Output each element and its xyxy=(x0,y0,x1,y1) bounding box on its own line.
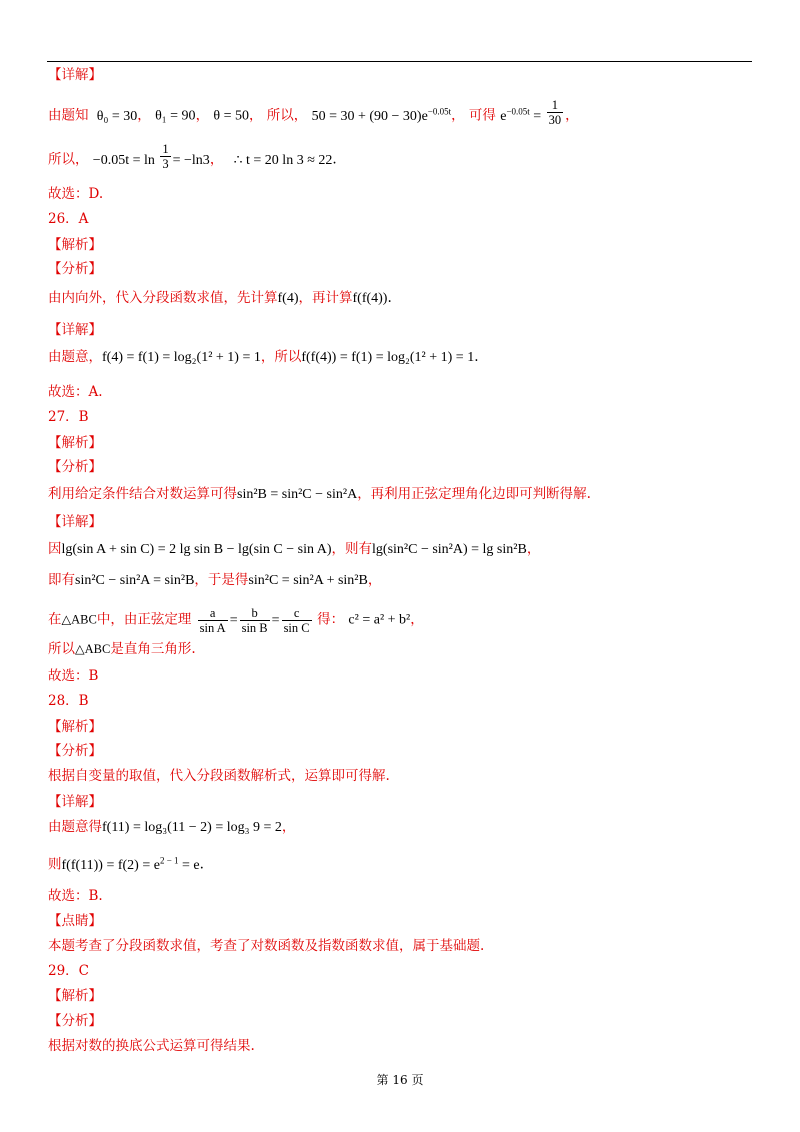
q28-comment: 本题考查了分段函数求值，考查了对数函数及指数函数求值，属于基础题. xyxy=(48,938,485,954)
equation: f(f(4)) = f(1) = log₂(1² + 1) = 1 xyxy=(301,350,475,365)
q27-detail-1: 因lg(sin A + sin C) = 2 lg sin B − lg(sin C − sin A)，则有lg(sin²C − sin²A) = lg sin²B， xyxy=(48,541,541,557)
theta1: θ₁ = 90 xyxy=(155,108,196,124)
header-rule xyxy=(47,61,752,62)
q26-analysis: 由内向外，代入分段函数求值，先计算f(4)，再计算f(f(4)). xyxy=(48,290,392,306)
q28-detail-2: 则$f(f(11)) = f(2) = e^{2 - 1} = e$. xyxy=(48,855,204,873)
equation: f(4) = f(1) = log₂(1² + 1) = 1 xyxy=(102,350,261,365)
equation: $f(f(11)) = f(2) = e^{2 - 1} = e$ xyxy=(61,855,200,873)
q27-analysis: 利用给定条件结合对数运算可得sin²B = sin²C − sin²A，再利用正弦定理角化边即可判断得解. xyxy=(48,486,591,502)
q29-analysis: 根据对数的换底公式运算可得结果. xyxy=(48,1038,255,1054)
q27-detail-2: 即有sin²C − sin²A = sin²B，于是得sin²C = sin²A + sin²B， xyxy=(48,572,382,588)
question-number: 27．B xyxy=(48,409,89,425)
label-fenxi: 【分析】 xyxy=(48,261,102,277)
theta: θ = 50 xyxy=(213,108,249,124)
label-fenxi: 【分析】 xyxy=(48,743,102,759)
label-detail: 【详解】 xyxy=(48,794,102,810)
equation: sin²C = sin²A + sin²B xyxy=(248,573,368,588)
law-of-sines: $\frac{a}{\text{sin A}}$ = $\frac{b}{\text{sin B}}$ = $\frac{c}{\text{sin C}}$ xyxy=(199,606,310,635)
equation: −0.05t = ln $\frac{1}{3}$ = −ln3 xyxy=(92,142,210,171)
answer: 故选：B. xyxy=(48,888,103,904)
equation: f(11) = log₃(11 − 2) = log₃ 9 = 2 xyxy=(102,820,282,835)
equation: $50 = 30 + (90 - 30)e^{-0.05t}$ xyxy=(311,106,452,124)
q28-detail-1: 由题意得f(11) = log₃(11 − 2) = log₃ 9 = 2， xyxy=(48,819,296,835)
label-dianjing: 【点睛】 xyxy=(48,913,102,929)
answer: 故选：B xyxy=(48,668,99,684)
label-detail: 【详解】 xyxy=(48,514,102,530)
equation: lg(sin A + sin C) = 2 lg sin B − lg(sin C − sin A) xyxy=(61,542,332,557)
label-detail: 【详解】 xyxy=(48,322,102,338)
label-jiexi: 【解析】 xyxy=(48,435,102,451)
theta0: θ₀ = 30 xyxy=(96,108,138,124)
equation: sin²B = sin²C − sin²A xyxy=(237,487,358,502)
equation: ∴ t = 20 ln 3 ≈ 22 xyxy=(233,152,333,168)
label-jiexi: 【解析】 xyxy=(48,719,102,735)
equation: $e^{-0.05t}$ = $\frac{1}{30}$ xyxy=(500,97,562,127)
equation: lg(sin²C − sin²A) = lg sin²B xyxy=(372,542,527,557)
label-jiexi: 【解析】 xyxy=(48,988,102,1004)
question-number: 29．C xyxy=(48,963,90,979)
label-detail: 【详解】 xyxy=(48,67,102,83)
equation: c² = a² + b² xyxy=(348,612,411,628)
q28-analysis: 根据自变量的取值，代入分段函数解析式，运算即可得解. xyxy=(48,768,390,784)
label-jiexi: 【解析】 xyxy=(48,237,102,253)
label-fenxi: 【分析】 xyxy=(48,459,102,475)
page-number: 第 16 页 xyxy=(376,1073,424,1087)
q25-detail-line-2: 所以， −0.05t = ln $\frac{1}{3}$ = −ln3， ∴ t = 20 ln 3 ≈ 22. xyxy=(48,142,337,171)
equation: f(4) xyxy=(277,291,299,306)
equation: sin²C − sin²A = sin²B xyxy=(75,573,195,588)
q25-detail-line-1: 由题知 θ₀ = 30， θ₁ = 90， θ = 50， 所以， $50 = 30 + (90 - 30)e^{-0.05t}$， 可得 $e^{-0.05t}$ = $\frac{1}{30}$ ， xyxy=(48,97,579,127)
question-number: 28．B xyxy=(48,693,89,709)
q26-detail: 由题意，f(4) = f(1) = log₂(1² + 1) = 1，所以f(f(4)) = f(1) = log₂(1² + 1) = 1. xyxy=(48,349,479,365)
q27-detail-3: 在△ABC中，由正弦定理 $\frac{a}{\text{sin A}}$ = $\frac{b}{\text{sin B}}$ = $\frac{c}{\text{sin C}}$ 得： c² = a² + b²， xyxy=(48,606,424,635)
triangle-label: △ABC xyxy=(61,612,97,627)
label-fenxi: 【分析】 xyxy=(48,1013,102,1029)
equation: f(f(4)) xyxy=(352,291,388,306)
answer: 故选：D. xyxy=(48,186,104,202)
question-number: 26．A xyxy=(48,211,89,227)
triangle-label: △ABC xyxy=(75,642,111,656)
q27-detail-4: 所以△ABC是直角三角形. xyxy=(48,641,196,657)
answer: 故选：A. xyxy=(48,384,103,400)
